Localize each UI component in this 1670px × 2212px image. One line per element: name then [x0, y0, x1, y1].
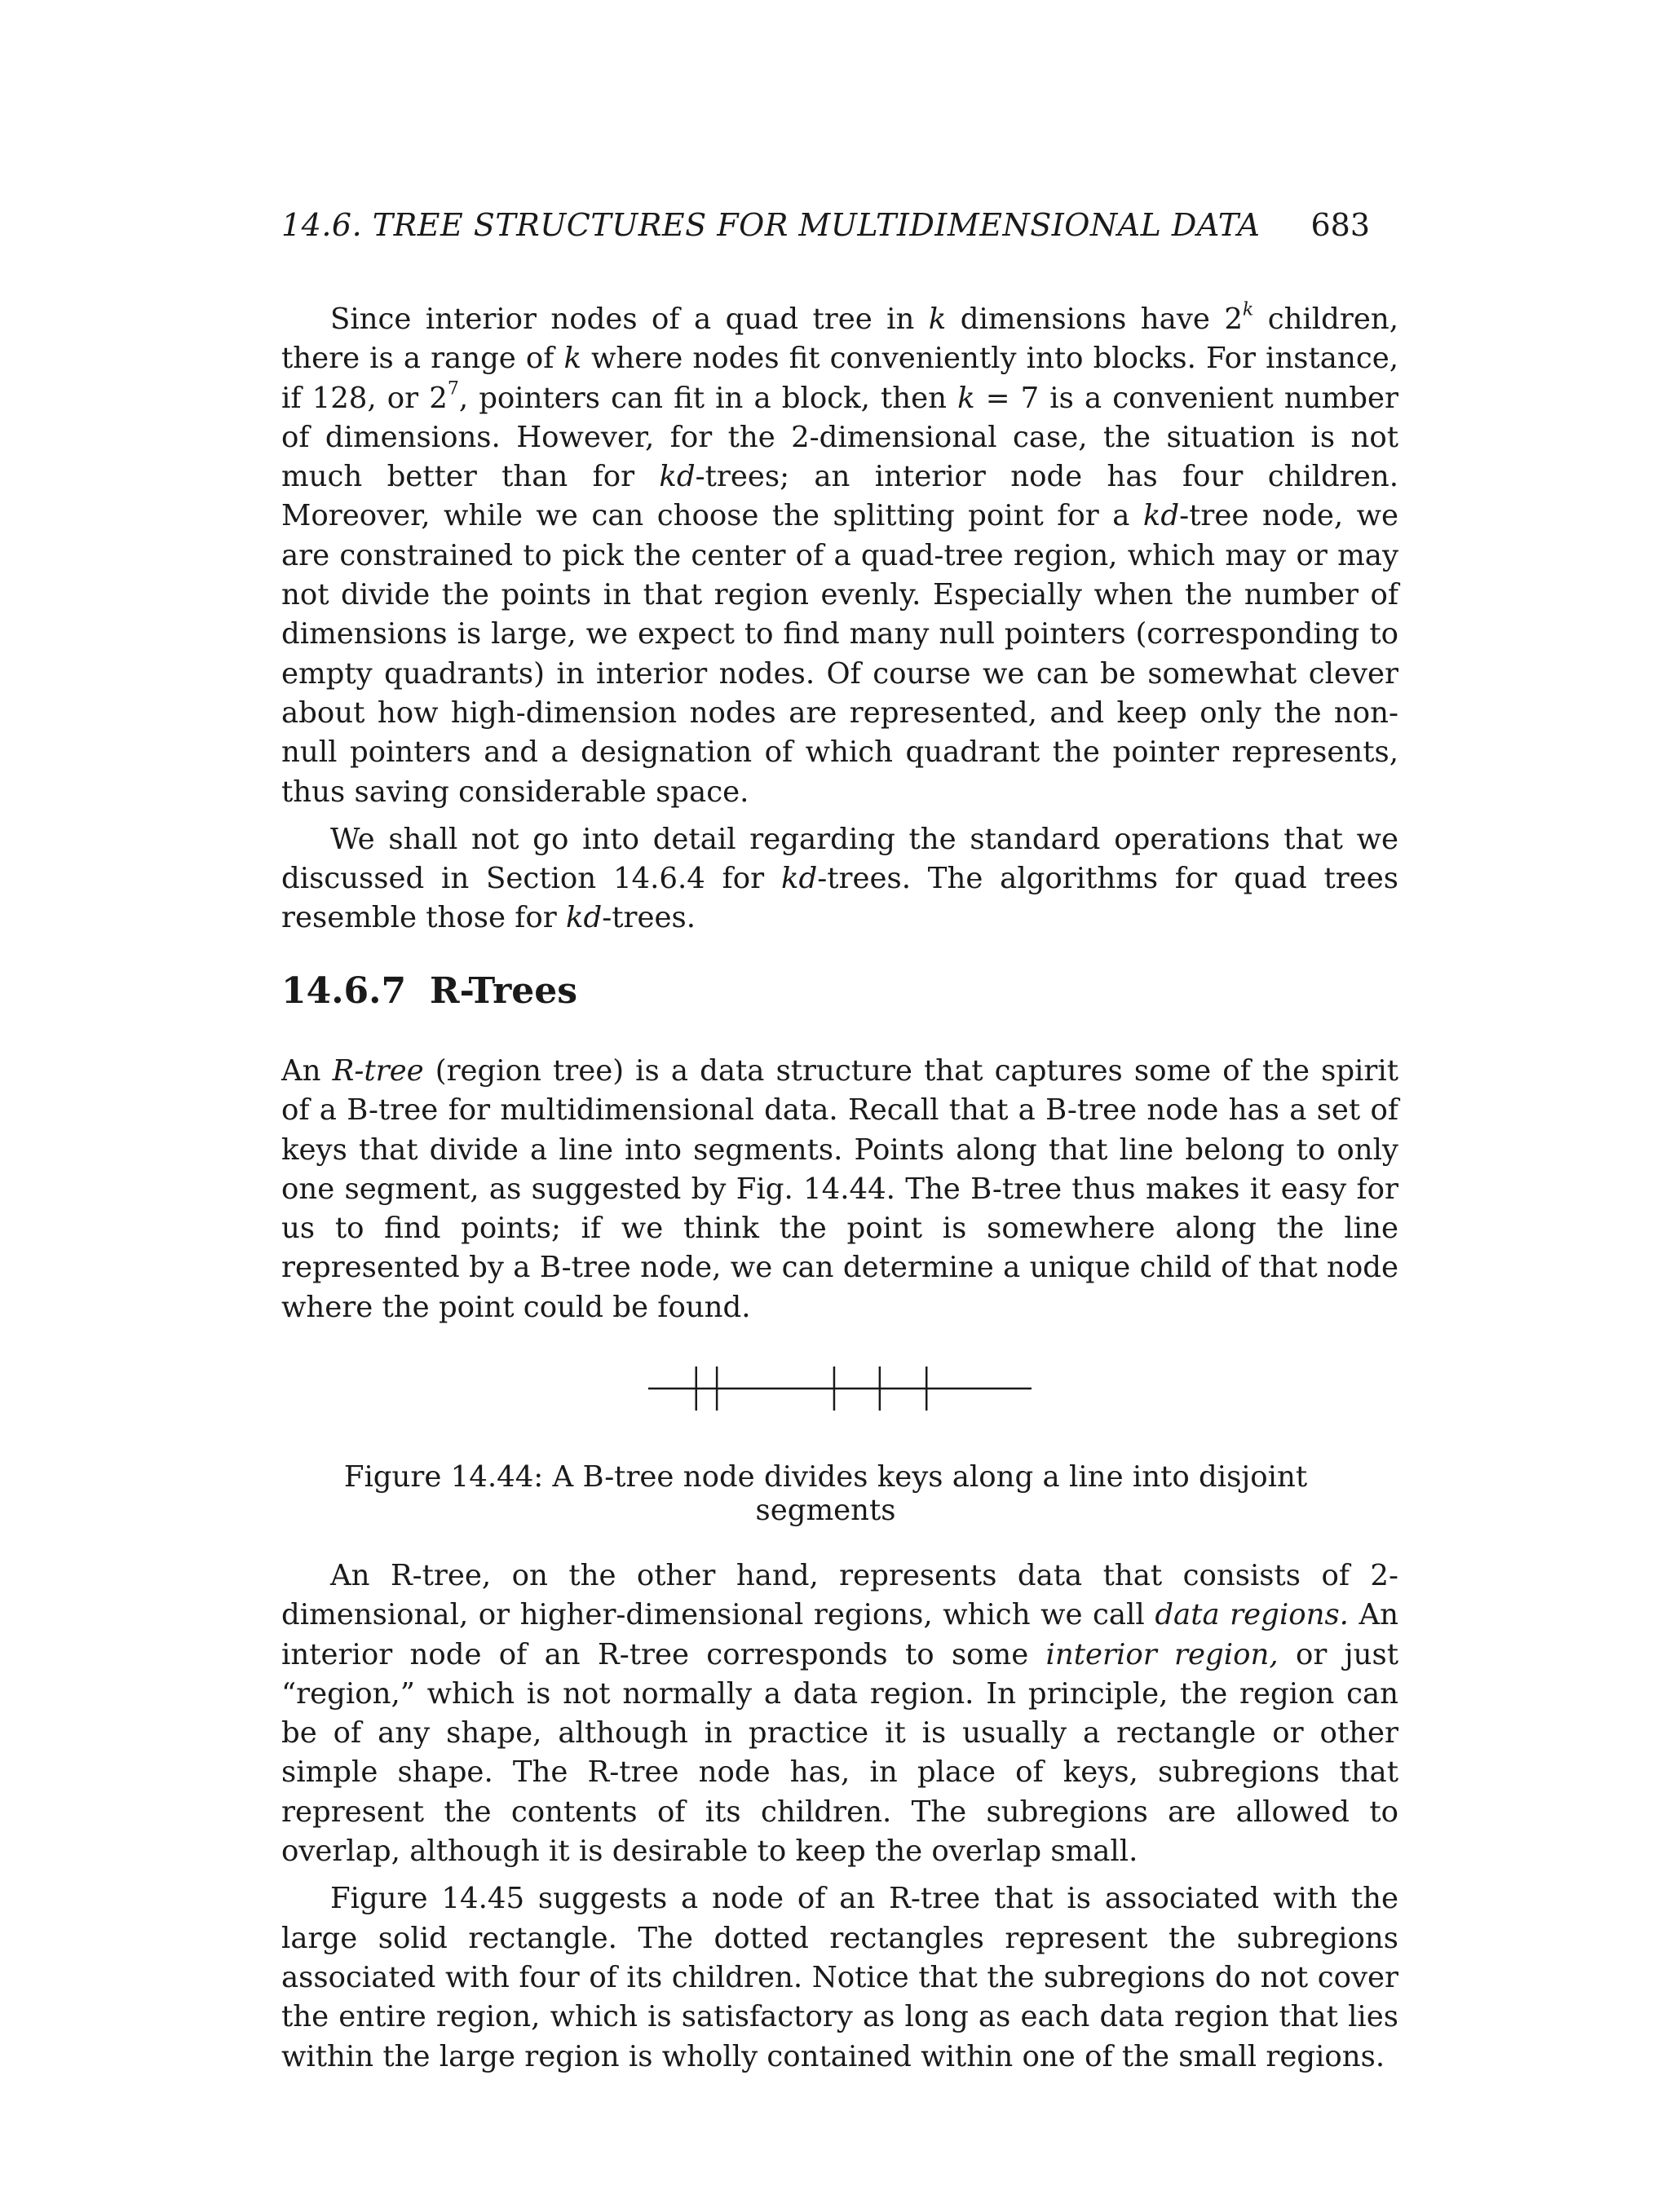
- running-head-title: 14.6. TREE STRUCTURES FOR MULTIDIMENSIONAL DATA: [281, 207, 1261, 243]
- paragraph-quad-tree-operations: We shall not go into detail regarding the standard operations that we discussed in Section 14.6.4 for kd-trees. The algorithms for quad trees resemble those for kd-trees.: [281, 822, 1398, 935]
- figure-caption: Figure 14.44: A B-tree node divides keys along a line into disjoint segments: [343, 1460, 1308, 1527]
- page-number: 683: [1310, 207, 1370, 243]
- r-tree-intro-block: [281, 1052, 1398, 1327]
- quad-tree-text-block: [281, 300, 1398, 938]
- section-heading: [281, 970, 1370, 1012]
- section-number: 14.6.7: [281, 970, 407, 1012]
- paragraph-r-tree-regions: An R-tree, on the other hand, represents data that consists of 2-dimensional, or higher-dimensional regions, which we call data regions. An interior node of an R-tree corresponds to some interior region, or just “region,” which is not normally a data region. In principle, the region can be of any shape, although in practice it is usually a rectangle or other simple shape. The R-tree node has, in place of keys, subregions that represent the contents of its children. The subregions are allowed to overlap, although it is desirable to keep the overlap small.: [281, 1559, 1399, 1869]
- paragraph-r-tree-definition: An R-tree (region tree) is a data structure that captures some of the spirit of a B-tree for multidimensional data. Recall that a B-tree node has a set of keys that divide a line into segments. Points along that line belong to only one segment, as suggested by Fig. 14.44. The B-tree thus makes it easy for us to find points; if we think the point is somewhere along the line represented by a B-tree node, we can determine a unique child of that node where the point could be found.: [281, 1054, 1398, 1324]
- section-title: R-Trees: [430, 970, 578, 1012]
- figure-b-tree-line: [648, 1360, 1032, 1417]
- r-tree-description-block: [281, 1556, 1398, 2077]
- paragraph-quad-tree-dimensions: Since interior nodes of a quad tree in k dimensions have 2$^k$ children, there is a range of k where nodes fit conveniently into blocks. For instance, if 128, or $2^7$, pointers can fit in a block, then k = 7 is a convenient number of dimensions. However, for the 2-dimensional case, the situation is not much better than for kd-trees; an interior node has four children. Moreover, while we can choose the splitting point for a kd-tree node, we are constrained to pick the center of a quad-tree region, which may or may not divide the points in that region evenly. Especially when the number of dimensions is large, we expect to find many null pointers (corresponding to empty quadrants) in interior nodes. Of course we can be somewhat clever about how high-dimension nodes are represented, and keep only the non-null pointers and a designation of which quadrant the pointer represents, thus saving considerable space.: [281, 299, 1399, 809]
- paragraph-figure-reference: Figure 14.45 suggests a node of an R-tree that is associated with the large solid rectangle. The dotted rectangles represent the subregions associated with four of its children. Notice that the subregions do not cover the entire region, which is satisfactory as long as each data region that lies within the large region is wholly contained within one of the small regions.: [281, 1882, 1398, 2073]
